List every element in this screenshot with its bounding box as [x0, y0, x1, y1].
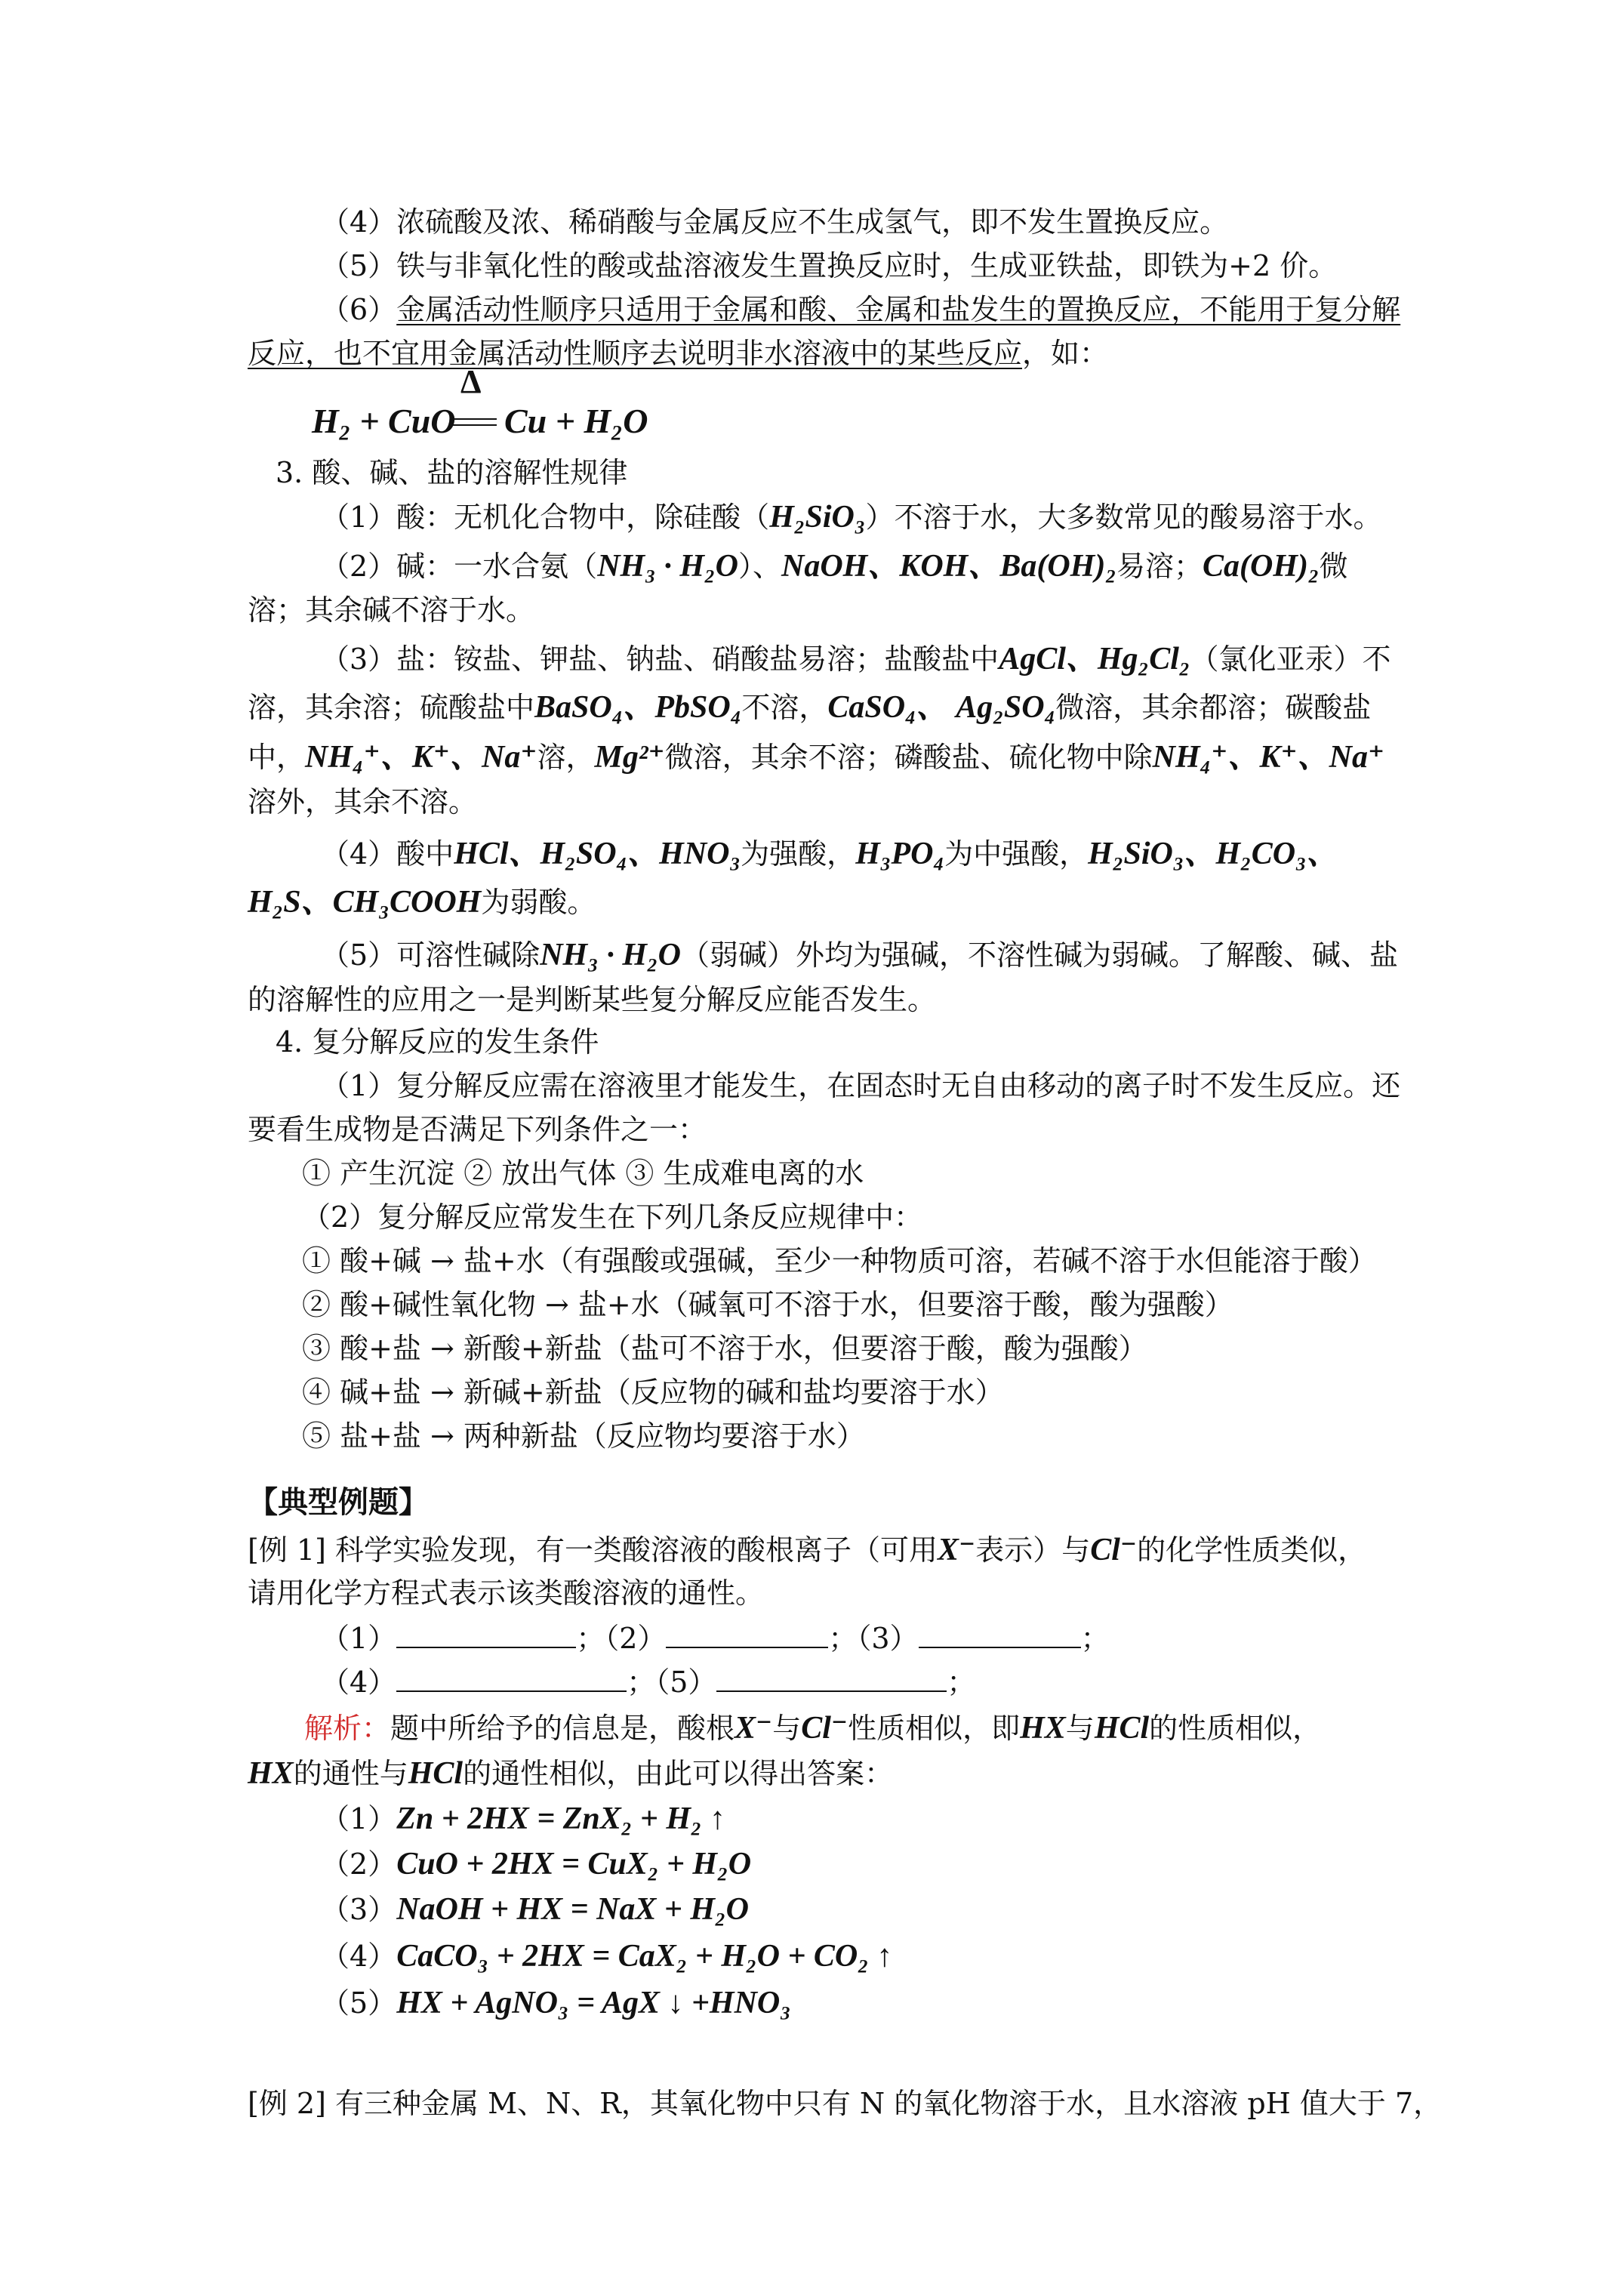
text-fragment: ； — [1080, 1622, 1110, 1655]
formula: Cl⁻ — [1090, 1533, 1138, 1567]
text-fragment: （3）盐：铵盐、钾盐、钠盐、硝酸盐易溶；盐酸盐中 — [321, 643, 999, 676]
underlined-text: 金属活动性顺序只适用于金属和酸、金属和盐发生的置换反应，不能用于复分解 — [396, 293, 1401, 326]
text-fragment: 为中强酸， — [944, 837, 1089, 871]
text-line: 的溶解性的应用之一是判断某些复分解反应能否发生。 — [248, 983, 937, 1016]
text-fragment: 为强酸， — [741, 837, 856, 871]
text-line — [321, 547, 1348, 585]
text-fragment: （1） — [321, 1622, 397, 1655]
item-number: （3） — [321, 1893, 397, 1926]
formula: BaSO₄、PbSO₄ — [534, 690, 742, 725]
item-number: （4） — [321, 1940, 397, 1973]
text-fragment: ； — [947, 1666, 976, 1699]
list-item: ⑤ 盐+盐 → 两种新盐（反应物均要溶于水） — [302, 1419, 865, 1453]
formula: HCl、H₂SO₄、HNO₃ — [454, 837, 741, 871]
blank-line — [321, 1666, 975, 1700]
list-item: ① 酸+碱 → 盐+水（有强酸或强碱，至少一种物质可溶，若碱不溶于水但能溶于酸） — [302, 1244, 1377, 1277]
text-fragment: 表示）与 — [975, 1533, 1091, 1567]
blank-line — [321, 1622, 1110, 1657]
formula: Mg²⁺ — [594, 740, 665, 775]
formula: AgCl、Hg₂Cl₂ — [999, 642, 1190, 676]
equation: CuO + 2HX = CuX₂ + H₂O — [396, 1847, 752, 1881]
equation-line — [321, 1984, 791, 2022]
text-fragment: [例 1] 科学实验发现，有一类酸溶液的酸根离子（可用 — [248, 1533, 938, 1567]
equation-line — [321, 1845, 751, 1883]
underlined-text: 反应，也不宜用金属活动性顺序去说明非水溶液中的某些反应 — [248, 337, 1023, 370]
text-line — [321, 640, 1391, 678]
text-fragment: 的通性与 — [293, 1757, 408, 1790]
text-fragment: （2）碱：一水合氨（ — [321, 550, 598, 583]
answer-blank[interactable] — [666, 1623, 828, 1648]
text-fragment: （4）酸中 — [321, 837, 454, 871]
equals-sign — [451, 418, 497, 426]
equation-line — [321, 1891, 749, 1928]
answer-blank[interactable] — [396, 1666, 627, 1692]
text-line — [248, 1531, 1366, 1569]
text-fragment: 溶，其余溶；硫酸盐中 — [248, 691, 535, 724]
formula: HX — [1020, 1711, 1066, 1746]
item-number: （5） — [321, 1986, 397, 2020]
formula: Cl⁻ — [801, 1711, 848, 1746]
text-fragment: （4） — [321, 1666, 397, 1699]
text-line: （1）复分解反应需在溶液里才能发生，在固态时无自由移动的离子时不发生反应。还 — [321, 1069, 1401, 1102]
equation-left: H₂ + CuO — [312, 402, 456, 440]
formula: NH₄⁺、K⁺、Na⁺ — [1152, 740, 1385, 775]
equation: NaOH + HX = NaX + H₂O — [396, 1892, 749, 1927]
text-line — [248, 1755, 893, 1792]
text-fragment: （5）可溶性碱除 — [321, 938, 540, 972]
text-fragment: 溶， — [537, 741, 595, 774]
text-line — [248, 883, 596, 921]
text-fragment: ；（5） — [627, 1666, 717, 1699]
formula: H₂S、CH₃COOH — [248, 885, 482, 920]
text-fragment: ；（2） — [576, 1622, 667, 1655]
equation-right: Cu + H₂O — [504, 402, 648, 440]
text-fragment: 不溶， — [741, 691, 828, 724]
text-line: （2）复分解反应常发生在下列几条反应规律中： — [302, 1200, 923, 1234]
text-fragment: 题中所给予的信息是，酸根 — [390, 1712, 735, 1745]
text-fragment: 与 — [772, 1712, 802, 1745]
text-line — [321, 293, 1400, 328]
equation-line — [321, 1937, 892, 1975]
formula: HCl — [408, 1756, 463, 1791]
formula: X⁻ — [938, 1533, 976, 1567]
item-number: （6） — [321, 293, 397, 326]
section-heading: 4. 复分解反应的发生条件 — [276, 1025, 599, 1059]
text-fragment: 的性质相似， — [1149, 1712, 1322, 1745]
text-line: 要看生成物是否满足下列条件之一： — [248, 1113, 707, 1146]
text-line — [248, 337, 1108, 371]
text-line — [321, 936, 1398, 974]
text-line: ① 产生沉淀 ② 放出气体 ③ 生成难电离的水 — [302, 1157, 864, 1190]
text-fragment: （弱碱）外均为强碱，不溶性碱为弱碱。了解酸、碱、盐 — [680, 938, 1398, 972]
text-line — [321, 498, 1382, 536]
equation: Zn + 2HX = ZnX₂ + H₂ ↑ — [396, 1801, 726, 1836]
equation: HX + AgNO₃ = AgX ↓ +HNO₃ — [396, 1986, 791, 2020]
text-fragment: 与 — [1065, 1712, 1095, 1745]
formula: NH₄⁺、K⁺、Na⁺ — [305, 740, 537, 775]
equation: CaCO₃ + 2HX = CaX₂ + H₂O + CO₂ ↑ — [396, 1939, 893, 1974]
formula: H₂SiO₃ — [769, 500, 866, 535]
item-number: （1） — [321, 1802, 397, 1835]
formula: NaOH、KOH、Ba(OH)₂ — [781, 549, 1116, 584]
formula: X⁻ — [735, 1711, 773, 1746]
section-heading: 3. 酸、碱、盐的溶解性规律 — [276, 456, 628, 489]
text-line: [例 2] 有三种金属 M、N、R，其氧化物中只有 N 的氧化物溶于水，且水溶液 pH 值大于 7， — [248, 2087, 1443, 2120]
equation-line — [321, 1800, 725, 1838]
text-fragment: ；（3） — [828, 1622, 919, 1655]
list-item: ② 酸+碱性氧化物 → 盐+水（碱氧可不溶于水，但要溶于酸，酸为强酸） — [302, 1288, 1233, 1321]
item-number: （2） — [321, 1848, 397, 1881]
heat-symbol: Δ — [460, 363, 482, 400]
text-fragment: （氯化亚汞）不 — [1190, 643, 1391, 676]
text-fragment: 性质相似，即 — [848, 1712, 1021, 1745]
text-line — [248, 689, 1371, 726]
text-line — [248, 738, 1384, 776]
analysis-label: 解析： — [304, 1712, 391, 1745]
text-line — [304, 1709, 1321, 1747]
text-line: （5）铁与非氧化性的酸或盐溶液发生置换反应时，生成亚铁盐，即铁为+2 价。 — [321, 249, 1338, 282]
formula: HX — [248, 1756, 294, 1791]
text-fragment: ，如： — [1022, 337, 1109, 370]
text-fragment: 中， — [248, 741, 306, 774]
text-fragment: 的化学性质类似， — [1137, 1533, 1367, 1567]
text-fragment: ）、 — [738, 550, 781, 583]
answer-blank[interactable] — [716, 1666, 947, 1692]
text-fragment: 微溶，其余都溶；碳酸盐 — [1055, 691, 1372, 724]
formula: H₂SiO₃、H₂CO₃、 — [1088, 837, 1338, 871]
formula: NH₃ · H₂O — [597, 549, 738, 584]
text-line: 溶；其余碱不溶于水。 — [248, 593, 535, 627]
formula: HCl — [1094, 1711, 1150, 1746]
text-line: 溶外，其余不溶。 — [248, 785, 478, 818]
formula: NH₃ · H₂O — [540, 938, 681, 972]
text-fragment: 微溶，其余不溶；磷酸盐、硫化物中除 — [664, 741, 1153, 774]
answer-blank[interactable] — [919, 1623, 1081, 1648]
answer-blank[interactable] — [396, 1623, 576, 1648]
text-line — [321, 835, 1338, 873]
text-fragment: 的通性相似，由此可以得出答案： — [463, 1757, 894, 1790]
text-fragment: 易溶； — [1116, 550, 1203, 583]
text-fragment: 为弱酸。 — [481, 886, 596, 919]
list-item: ④ 碱+盐 → 新碱+新盐（反应物的碱和盐均要溶于水） — [302, 1376, 1004, 1409]
formula: CaSO₄、 Ag₂SO₄ — [827, 690, 1056, 725]
text-line: （4）浓硫酸及浓、稀硝酸与金属反应不生成氢气，即不发生置换反应。 — [321, 205, 1229, 239]
section-title: 【典型例题】 — [248, 1484, 429, 1520]
formula: H₃PO₄ — [855, 837, 945, 871]
text-fragment: ）不溶于水，大多数常见的酸易溶于水。 — [865, 501, 1382, 534]
text-line: 请用化学方程式表示该类酸溶液的通性。 — [248, 1576, 765, 1610]
text-fragment: （1）酸：无机化合物中，除硅酸（ — [321, 501, 770, 534]
formula: Ca(OH)₂ — [1203, 549, 1320, 584]
list-item: ③ 酸+盐 → 新酸+新盐（盐可不溶于水，但要溶于酸，酸为强酸） — [302, 1332, 1147, 1365]
text-fragment: 微 — [1319, 550, 1348, 583]
